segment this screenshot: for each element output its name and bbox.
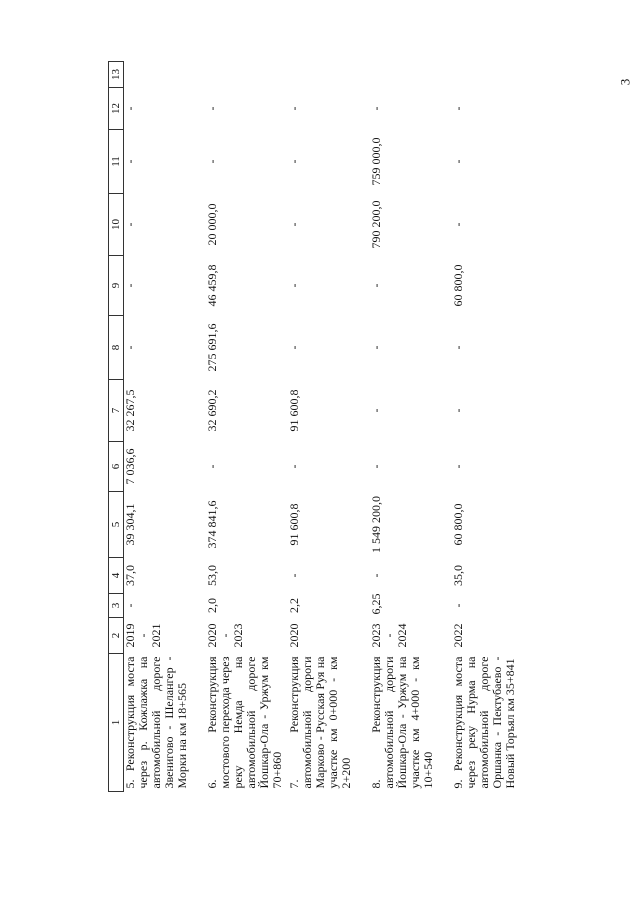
header-cell: 1 (109, 654, 124, 792)
value-cell: - (451, 603, 465, 608)
value-cell: 32 267,5 (123, 389, 137, 432)
table-row (206, 62, 288, 792)
header-cell: 9 (109, 256, 124, 316)
header-cell: 2 (109, 618, 124, 654)
value-cell: 374 841,6 (205, 500, 219, 549)
value-cell: - (451, 408, 465, 413)
header-cell: 5 (109, 492, 124, 558)
value-cell: - (369, 283, 383, 288)
value-cell: - (287, 345, 301, 350)
years-cell: 2022 (451, 623, 465, 648)
value-cell: - (287, 464, 301, 469)
project-name-cell: 9. Реконструкция моста через реку Нурма на автомобильной дороге Оршанка - Пектубаево - Новый Торъял км 35+841 (451, 656, 517, 789)
years-cell: 2020 - 2023 (205, 623, 245, 648)
value-cell: 91 600,8 (287, 389, 301, 432)
value-cell: 35,0 (451, 565, 465, 586)
value-cell: - (123, 603, 137, 608)
value-cell: - (451, 464, 465, 469)
table-row (124, 62, 207, 792)
value-cell: - (451, 106, 465, 111)
years-cell: 2023 - 2024 (369, 623, 409, 648)
value-cell: - (369, 106, 383, 111)
value-cell: - (451, 159, 465, 164)
page-number: 3 (617, 78, 633, 86)
header-cell: 8 (109, 316, 124, 380)
header-cell: 7 (109, 380, 124, 442)
value-cell: - (287, 283, 301, 288)
header-cell: 3 (109, 594, 124, 618)
value-cell: - (369, 464, 383, 469)
rotated-table-container (108, 62, 526, 792)
table-header-row (109, 62, 124, 792)
value-cell: - (287, 222, 301, 227)
table-row (370, 62, 452, 792)
table-row (288, 62, 370, 792)
value-cell: 39 304,1 (123, 503, 137, 546)
value-cell: - (123, 345, 137, 350)
header-cell: 6 (109, 442, 124, 492)
value-cell: 759 000,0 (369, 137, 383, 186)
value-cell: - (123, 159, 137, 164)
value-cell: - (287, 106, 301, 111)
value-cell: 60 800,0 (451, 503, 465, 546)
value-cell: 53,0 (205, 565, 219, 586)
header-cell: 11 (109, 130, 124, 194)
value-cell: - (287, 573, 301, 578)
value-cell: 46 459,8 (205, 264, 219, 307)
header-cell: 4 (109, 558, 124, 594)
value-cell: - (205, 464, 219, 469)
value-cell: - (451, 222, 465, 227)
value-cell: - (287, 159, 301, 164)
value-cell: 91 600,8 (287, 503, 301, 546)
project-name-cell: 6. Реконструкция мостового перехода через реку Немда на автомобильной дороге Йошкар-Ола - Уржум км 70+860 (205, 656, 284, 789)
project-name-cell: 7. Реконструкция автомобильной дороги Марково - Русская Руя на участке км 0+000 - км 2+200 (287, 656, 353, 789)
years-cell: 2019 - 2021 (123, 623, 163, 648)
header-cell: 12 (109, 88, 124, 130)
years-cell: 2020 (287, 623, 301, 648)
value-cell: - (369, 408, 383, 413)
value-cell: 2,0 (205, 598, 219, 613)
project-name-cell: 5. Реконструкция моста через р. Кожлажка на автомобильной дороге Звенигово - Шелангер - Морки на км 18+565 (123, 656, 189, 789)
value-cell: 2,2 (287, 598, 301, 613)
value-cell: - (451, 345, 465, 350)
value-cell: 6,25 (369, 593, 383, 615)
value-cell: - (123, 283, 137, 288)
value-cell: - (369, 573, 383, 578)
value-cell: 790 200,0 (369, 200, 383, 249)
table-row (452, 62, 534, 792)
header-cell: 13 (109, 62, 124, 88)
value-cell: 1 549 200,0 (369, 496, 383, 553)
value-cell: 32 690,2 (205, 389, 219, 432)
value-cell: 275 691,6 (205, 323, 219, 372)
value-cell: 7 036,6 (123, 448, 137, 485)
value-cell: - (123, 106, 137, 111)
value-cell: 20 000,0 (205, 203, 219, 246)
value-cell: - (123, 222, 137, 227)
value-cell: - (369, 345, 383, 350)
document-table (108, 61, 534, 792)
value-cell: 60 800,0 (451, 264, 465, 307)
header-cell: 10 (109, 194, 124, 256)
project-name-cell: 8. Реконструкция автомобильной дороги Йошкар-Ола - Уржум на участке км 4+000 - км 10+540 (369, 656, 435, 789)
value-cell: 37,0 (123, 565, 137, 586)
value-cell: - (205, 159, 219, 164)
value-cell: - (205, 106, 219, 111)
